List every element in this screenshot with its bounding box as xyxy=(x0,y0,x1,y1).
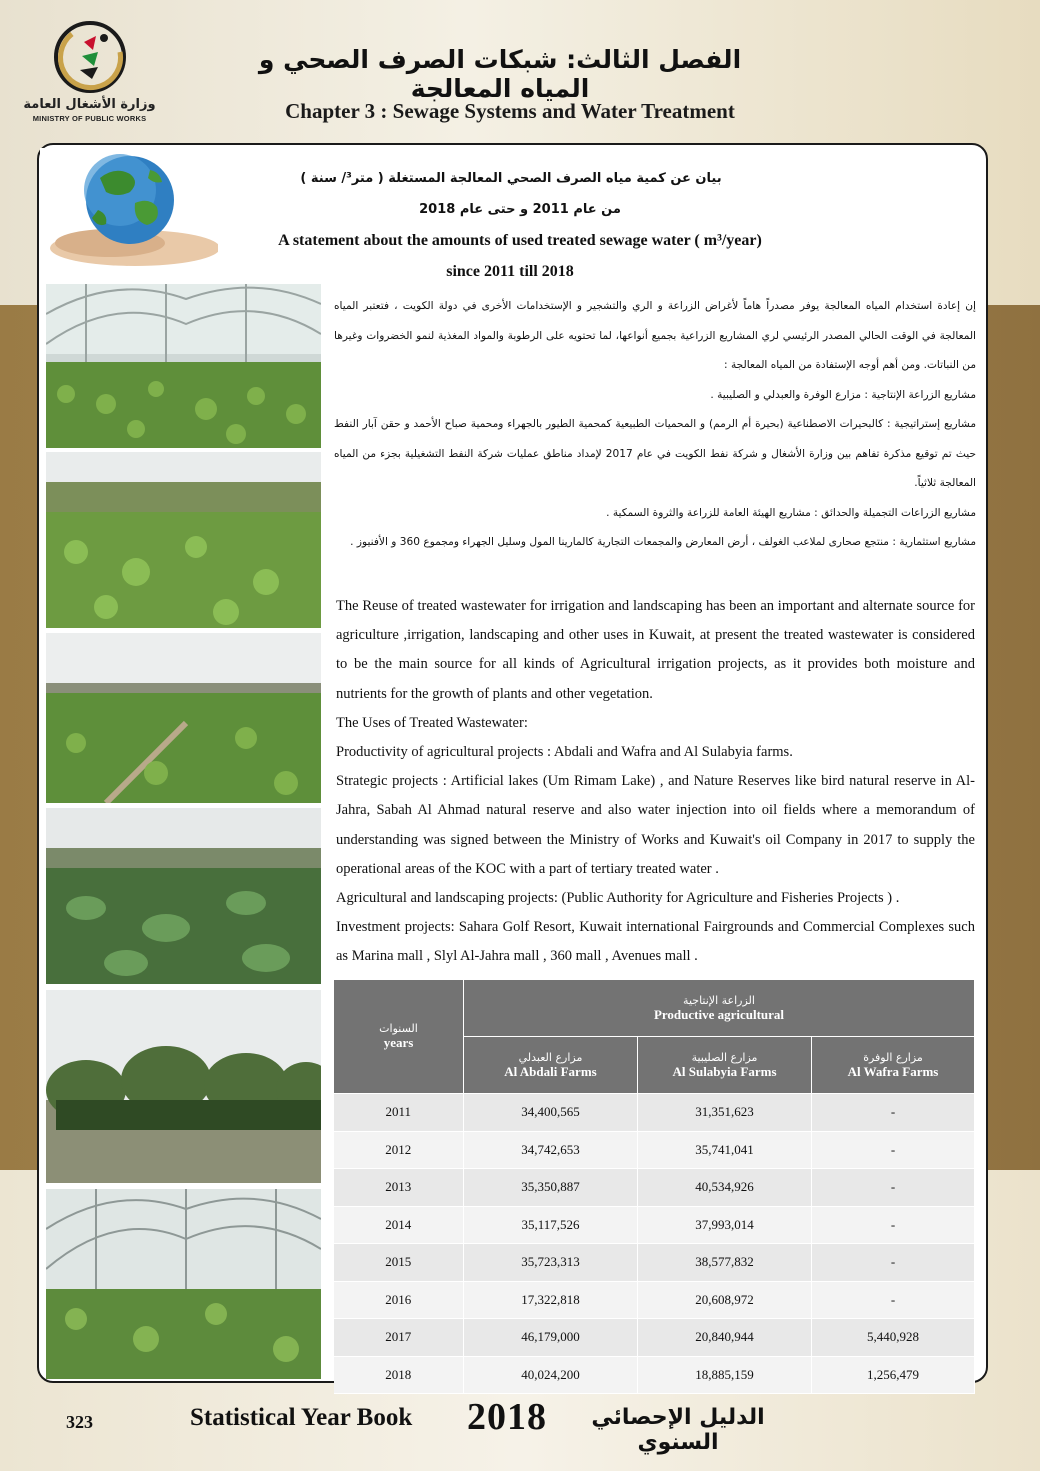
table-cell-sulabyia: 37,993,014 xyxy=(638,1206,812,1244)
cabbage-field-photo xyxy=(46,808,321,984)
wafra-header: مزارع الوفرة Al Wafra Farms xyxy=(812,1037,975,1094)
english-description xyxy=(336,592,975,972)
chapter-title-english: Chapter 3 : Sewage Systems and Water Treatment xyxy=(285,99,735,123)
logo-english-text: MINISTRY OF PUBLIC WORKS xyxy=(32,114,147,123)
footer-year: 2018 xyxy=(467,1396,547,1438)
page-number: 323 xyxy=(66,1412,93,1432)
table-cell-abdali: 35,117,526 xyxy=(464,1206,638,1244)
table-row xyxy=(334,1169,975,1207)
table-cell-year: 2013 xyxy=(334,1169,464,1207)
table-cell-sulabyia: 31,351,623 xyxy=(638,1094,812,1132)
arabic-paragraph: مشاريع الزراعات التجميلة والحدائق : مشاريع الهيئة العامة للزراعة والثروة السمكية . xyxy=(606,506,976,519)
productive-agricultural-header: الزراعة الإنتاجية Productive agricultural xyxy=(464,980,975,1037)
table-row xyxy=(334,1244,975,1282)
table-cell-year: 2011 xyxy=(334,1094,464,1132)
table-row xyxy=(334,1319,975,1357)
table-cell-abdali: 46,179,000 xyxy=(464,1319,638,1357)
title-english-line1: A statement about the amounts of used treated sewage water ( m³/year) xyxy=(278,232,762,249)
table-cell-sulabyia: 35,741,041 xyxy=(638,1131,812,1169)
table-row xyxy=(334,1131,975,1169)
table-cell-year: 2014 xyxy=(334,1206,464,1244)
arabic-description xyxy=(334,292,976,558)
abdali-header: مزارع العبدلي Al Abdali Farms xyxy=(464,1037,638,1094)
table-cell-wafra: - xyxy=(812,1281,975,1319)
table-cell-wafra: 5,440,928 xyxy=(812,1319,975,1357)
arabic-paragraph: مشاريع استثمارية : منتجع صحارى لملاعب الغولف ، أرض المعارض والمجمعات التجارية كالمارينا المول وسليل الجهراء ومجموع 360 و الأفنيوز . xyxy=(350,536,976,548)
table-cell-sulabyia: 20,608,972 xyxy=(638,1281,812,1319)
chapter-title-arabic: الفصل الثالث: شبكات الصرف الصحي و المياه المعالجة xyxy=(258,45,742,103)
footer-title-arabic: الدليل الإحصائي السنوي xyxy=(591,1405,765,1455)
table-cell-abdali: 35,723,313 xyxy=(464,1244,638,1282)
table-cell-year: 2015 xyxy=(334,1244,464,1282)
table-cell-wafra: - xyxy=(812,1094,975,1132)
field-photo-1 xyxy=(46,452,321,628)
table-row xyxy=(334,1094,975,1132)
table-cell-wafra: - xyxy=(812,1206,975,1244)
treated-water-table xyxy=(333,979,975,1394)
greenhouse-photo-2 xyxy=(46,1189,321,1379)
table-cell-year: 2017 xyxy=(334,1319,464,1357)
table-cell-year: 2016 xyxy=(334,1281,464,1319)
table-row xyxy=(334,1281,975,1319)
table-cell-sulabyia: 40,534,926 xyxy=(638,1169,812,1207)
table-cell-abdali: 34,742,653 xyxy=(464,1131,638,1169)
table-cell-sulabyia: 20,840,944 xyxy=(638,1319,812,1357)
english-paragraph: Productivity of agricultural projects : Abdali and Wafra and Al Sulabyia farms. xyxy=(336,744,793,761)
table-cell-abdali: 40,024,200 xyxy=(464,1356,638,1394)
table-cell-wafra: - xyxy=(812,1169,975,1207)
table-cell-abdali: 34,400,565 xyxy=(464,1094,638,1132)
table-row xyxy=(334,1356,975,1394)
english-paragraph: The Reuse of treated wastewater for irrigation and landscaping has been an important and alternate source for agriculture ,irrigation, landscaping and other uses in Kuwait, at present the treated wastewater is considered to be the main source for all kinds of Agricultural irrigation projects, as it provides both moisture and nutrients for the growth of plants and other vegetation. xyxy=(336,598,975,702)
table-cell-wafra: 1,256,479 xyxy=(812,1356,975,1394)
ministry-logo-icon xyxy=(22,12,157,130)
english-paragraph: Agricultural and landscaping projects: (Public Authority for Agriculture and Fisheries Projects ) . xyxy=(336,890,900,907)
arabic-paragraph: مشاريع إستراتيجية : كالبحيرات الاصطناعية (بحيرة أم الرمم) و المحميات الطبيعية كمحمية الطيور بالجهراء ومحمية صباح الأحمد و حقن آبار النفط حيث تم توقيع مذكرة تفاهم بين وزارة الأشغال و شركة نفط الكويت في عام 2017 لإمداد مناطق عمليات شركة النفط التشغيلية بجزء من المياه المعالجة ثلاثياً. xyxy=(334,418,976,489)
table-cell-abdali: 35,350,887 xyxy=(464,1169,638,1207)
table-cell-sulabyia: 18,885,159 xyxy=(638,1356,812,1394)
table-cell-wafra: - xyxy=(812,1244,975,1282)
table-cell-sulabyia: 38,577,832 xyxy=(638,1244,812,1282)
english-paragraph: Investment projects: Sahara Golf Resort, Kuwait international Fairgrounds and Commercial Complexes such as Marina mall , Slyl Al-Jahra mall , 360 mall , Avenues mall . xyxy=(336,919,975,965)
greenhouse-photo xyxy=(46,284,321,448)
title-english-line2: since 2011 till 2018 xyxy=(446,263,574,280)
table-cell-year: 2012 xyxy=(334,1131,464,1169)
table-cell-wafra: - xyxy=(812,1131,975,1169)
title-arabic-line1: بيان عن كمية مياه الصرف الصحي المعالجة المستغلة ( متر³/ سنة ) xyxy=(300,171,722,186)
globe-in-hands-image xyxy=(40,148,218,266)
title-arabic-line2: من عام 2011 و حتى عام 2018 xyxy=(419,202,621,217)
logo-arabic-text: وزارة الأشغال العامة xyxy=(23,97,156,112)
english-paragraph: Strategic projects : Artificial lakes (Um Rimam Lake) , and Nature Reserves like bird natural reserve in Al-Jahra, Sabah Al Ahmad natural reserve and also water injection into oil fields where a memorandum of understanding was signed between the Ministry of Works and Kuwait's oil Company in 2017 to supply the operational areas of the KOC with a part of tertiary treated water . xyxy=(336,773,975,877)
english-paragraph: The Uses of Treated Wastewater: xyxy=(336,714,528,731)
years-header: السنوات years xyxy=(334,980,464,1094)
sulabyia-header: مزارع الصليبية Al Sulabyia Farms xyxy=(638,1037,812,1094)
palm-trees-photo xyxy=(46,990,321,1183)
table-row xyxy=(334,1206,975,1244)
arabic-paragraph: إن إعادة استخدام المياه المعالجة يوفر مصدراً هاماً لأغراض الزراعة و الري والتشجير و الإستخدامات الأخرى في دولة الكويت ، فتعتبر المياه المعالجة في الوقت الحالي المصدر الرئيسي لري المشاريع الزراعية بجميع أنواعها، لما تحتويه على الرطوبة والمواد المغذية لنمو الخضروات وغيرها من النباتات. ومن أهم أوجه الإستفادة من المياه المعالجة : xyxy=(334,300,976,371)
table-cell-abdali: 17,322,818 xyxy=(464,1281,638,1319)
footer-title-english: Statistical Year Book xyxy=(190,1404,413,1431)
arabic-paragraph: مشاريع الزراعة الإنتاجية : مزارع الوفرة والعبدلي و الصليبية . xyxy=(710,388,976,401)
table-cell-year: 2018 xyxy=(334,1356,464,1394)
field-photo-2 xyxy=(46,633,321,803)
